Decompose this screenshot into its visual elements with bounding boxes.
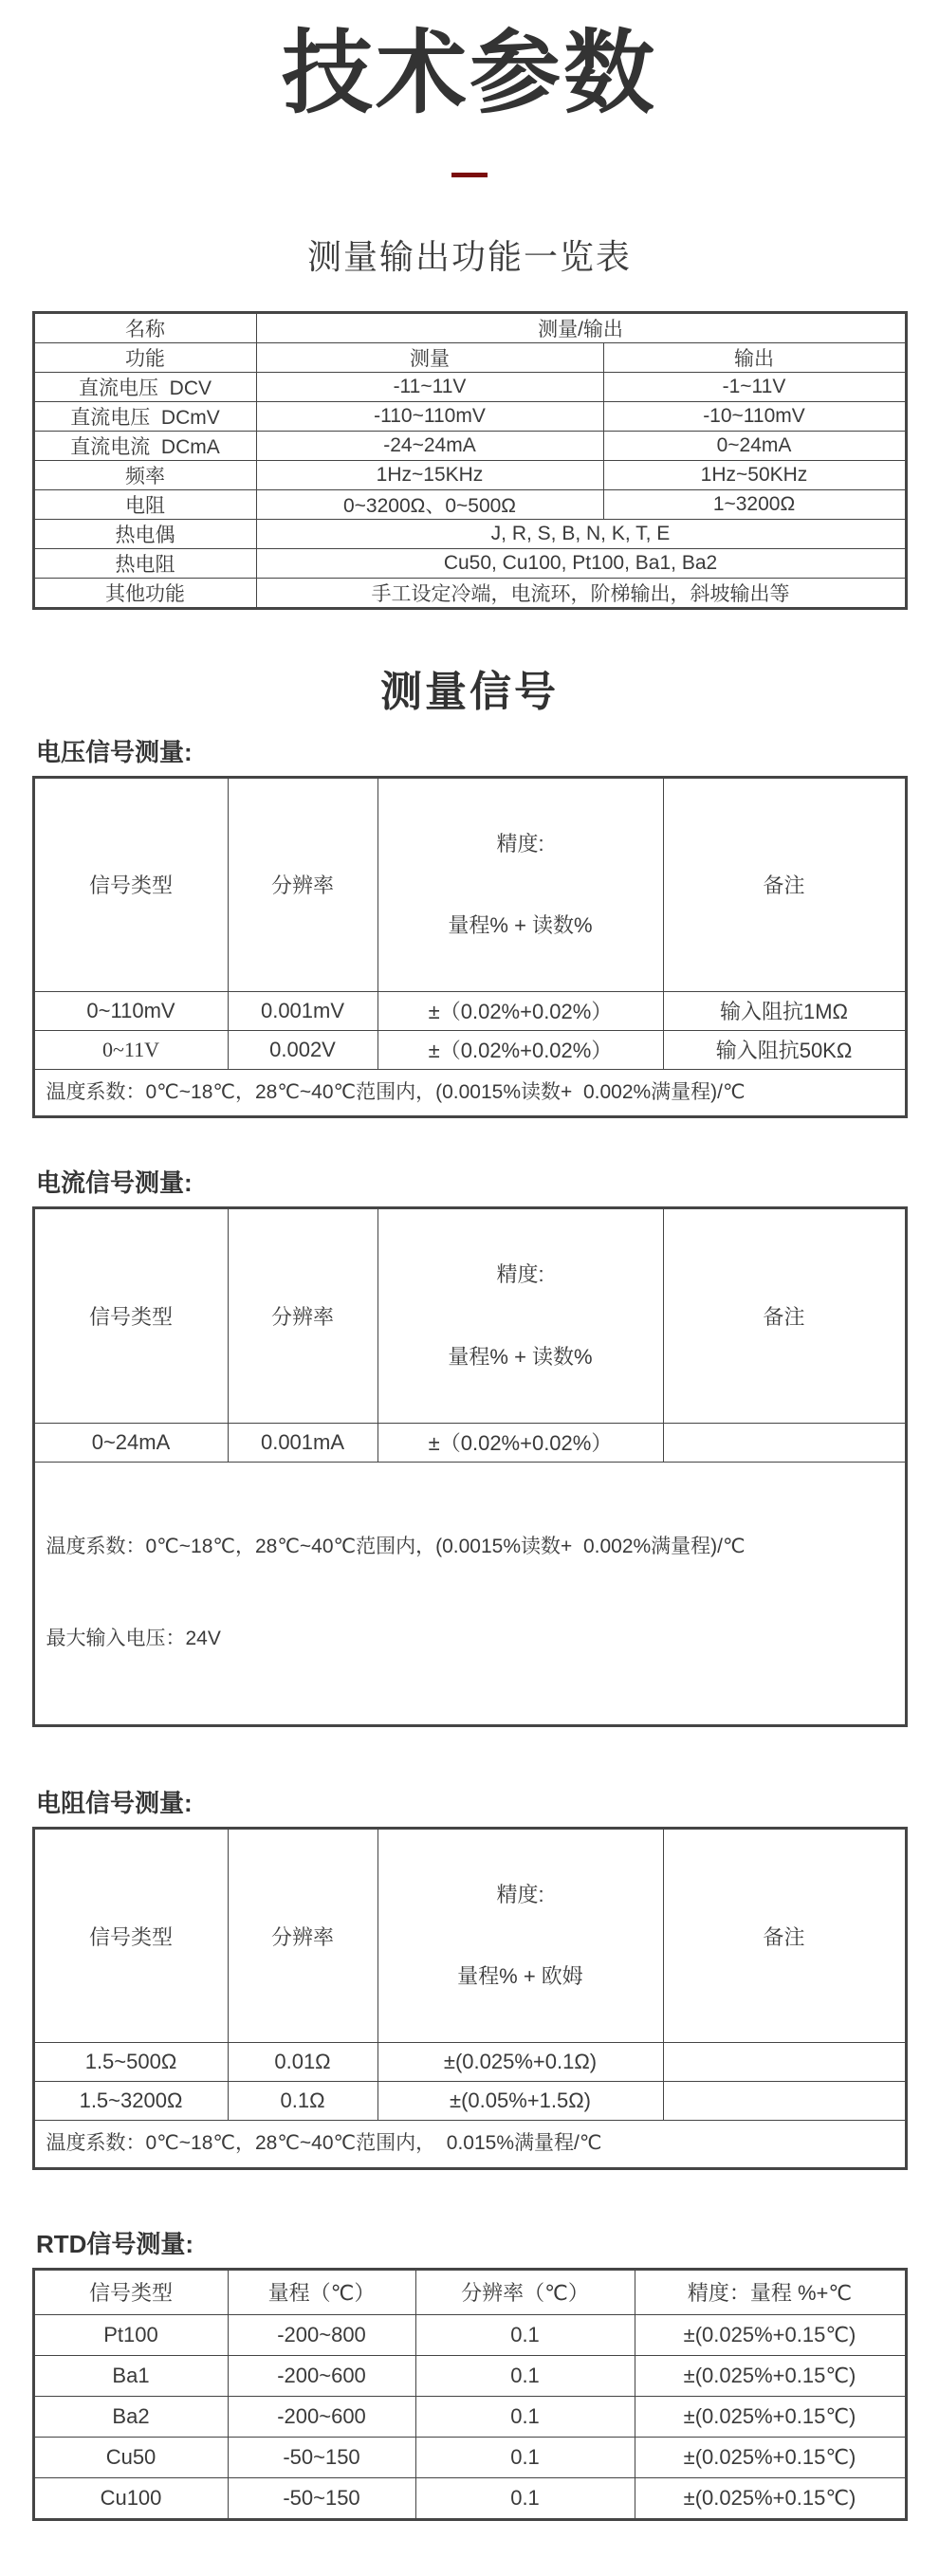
column-header: 信号类型 [33, 1828, 228, 2042]
rtd-section-label: RTD信号测量: [36, 2229, 194, 2258]
accuracy-cell: ±（0.02%+0.02%） [377, 1423, 663, 1462]
remark-cell [663, 1423, 906, 1462]
page-title: 技术参数 [282, 23, 657, 124]
note-line: 温度系数：0℃~18℃，28℃~40℃范围内，(0.0015%读数+ 0.002%满量程)/℃ [46, 1535, 746, 1557]
row-label-cell: 功能 [33, 342, 256, 372]
range-cell: -200~600 [228, 2396, 415, 2437]
range-cell: -50~150 [228, 2437, 415, 2477]
column-header: 量程（℃） [228, 2269, 415, 2314]
table-row [33, 2043, 906, 2082]
column-header: 信号类型 [33, 2269, 228, 2314]
table-row [33, 548, 906, 578]
row-label-cell: 其他功能 [33, 578, 256, 608]
row-label-cell: 名称 [33, 312, 256, 342]
row-label-cell: 电阻 [33, 489, 256, 519]
column-header [377, 1208, 663, 1423]
remark-cell: 输入阻抗1MΩ [663, 991, 906, 1030]
table-header-row [33, 777, 906, 991]
title-underline [451, 173, 488, 177]
resolution-cell: 0.01Ω [228, 2043, 377, 2082]
signal-type-cell: 0~110mV [33, 991, 228, 1030]
measure-cell: 测量 [256, 342, 603, 372]
remark-cell: 输入阻抗50KΩ [663, 1030, 906, 1069]
signal-type-cell: 1.5~500Ω [33, 2043, 228, 2082]
column-header [377, 777, 663, 991]
remark-cell [663, 2082, 906, 2121]
row-label-cell: 直流电压 DCmV [33, 401, 256, 431]
table-row [33, 519, 906, 548]
span-cell: 测量/输出 [256, 312, 906, 342]
resolution-cell: 0.1 [415, 2437, 635, 2477]
table-header-row [33, 1828, 906, 2042]
row-label-cell: 热电偶 [33, 519, 256, 548]
accuracy-cell: ±(0.025%+0.15℃) [635, 2477, 906, 2519]
table-row [33, 1462, 906, 1725]
row-label-cell: 直流电流 DCmA [33, 431, 256, 460]
column-header: 备注 [663, 777, 906, 991]
row-label-cell: 直流电压 DCV [33, 372, 256, 401]
table-header-row [33, 2269, 906, 2314]
signal-type-cell: 0~24mA [33, 1423, 228, 1462]
note-line: 最大输入电压：24V [46, 1628, 221, 1650]
column-header: 分辨率 [228, 777, 377, 991]
output-cell: 0~24mA [603, 431, 906, 460]
signal-type-cell: Ba1 [33, 2355, 228, 2396]
row-label-cell: 频率 [33, 460, 256, 489]
accuracy-header-line1: 精度: [496, 1262, 544, 1287]
signal-type-cell: 0~11V [33, 1030, 228, 1069]
table-note: 温度系数：0℃~18℃，28℃~40℃范围内，(0.0015%读数+ 0.002%满量程)/℃ [33, 1069, 906, 1117]
table-row [33, 2314, 906, 2355]
voltage-table [32, 776, 908, 1119]
accuracy-header-line1: 精度: [496, 831, 544, 856]
resolution-cell: 0.1 [415, 2314, 635, 2355]
measure-cell: 0~3200Ω、0~500Ω [256, 489, 603, 519]
table-row [33, 2477, 906, 2519]
column-header: 精度：量程 %+℃ [635, 2269, 906, 2314]
remark-cell [663, 2043, 906, 2082]
column-header: 分辨率 [228, 1208, 377, 1423]
table-row [33, 1069, 906, 1117]
table-row [33, 342, 906, 372]
table-note: 温度系数：0℃~18℃，28℃~40℃范围内， 0.015%满量程/℃ [33, 2121, 906, 2169]
column-header: 信号类型 [33, 777, 228, 991]
signal-type-cell: Cu50 [33, 2437, 228, 2477]
resolution-cell: 0.001mA [228, 1423, 377, 1462]
table-header-row [33, 1208, 906, 1423]
column-header: 分辨率 [228, 1828, 377, 2042]
output-cell: 1Hz~50KHz [603, 460, 906, 489]
signal-type-cell: 1.5~3200Ω [33, 2082, 228, 2121]
measurement-signal-title: 测量信号 [380, 668, 559, 715]
table-row [33, 2396, 906, 2437]
column-header: 分辨率（℃） [415, 2269, 635, 2314]
accuracy-cell: ±（0.02%+0.02%） [377, 1030, 663, 1069]
measure-cell: -110~110mV [256, 401, 603, 431]
bottom-spacer [0, 2521, 939, 2576]
measure-cell: -24~24mA [256, 431, 603, 460]
table-row [33, 578, 906, 608]
row-label-cell: 热电阻 [33, 548, 256, 578]
measure-cell: 1Hz~15KHz [256, 460, 603, 489]
resolution-cell: 0.1 [415, 2396, 635, 2437]
table-row [33, 401, 906, 431]
table-row [33, 2355, 906, 2396]
column-header [377, 1828, 663, 2042]
table-row [33, 460, 906, 489]
range-cell: -50~150 [228, 2477, 415, 2519]
measure-cell: -11~11V [256, 372, 603, 401]
span-cell: Cu50, Cu100, Pt100, Ba1, Ba2 [256, 548, 906, 578]
table-row [33, 2121, 906, 2169]
overview-section-title: 测量输出功能一览表 [306, 236, 632, 276]
current-section-label: 电流信号测量: [36, 1168, 193, 1198]
signal-type-cell: Ba2 [33, 2396, 228, 2437]
signal-type-cell: Pt100 [33, 2314, 228, 2355]
accuracy-cell: ±(0.025%+0.15℃) [635, 2437, 906, 2477]
column-header: 备注 [663, 1208, 906, 1423]
output-cell: 输出 [603, 342, 906, 372]
range-cell: -200~800 [228, 2314, 415, 2355]
voltage-section-label: 电压信号测量: [36, 737, 193, 766]
rtd-table [32, 2268, 908, 2521]
current-table [32, 1206, 908, 1727]
accuracy-header-line2: 量程% + 读数% [448, 1344, 593, 1369]
accuracy-cell: ±(0.025%+0.1Ω) [377, 2043, 663, 2082]
table-note [33, 1462, 906, 1725]
accuracy-header-line2: 量程% + 欧姆 [457, 1964, 583, 1989]
accuracy-cell: ±(0.05%+1.5Ω) [377, 2082, 663, 2121]
table-row [33, 312, 906, 342]
table-row [33, 2082, 906, 2121]
span-cell: 手工设定冷端，电流环，阶梯输出，斜坡输出等 [256, 578, 906, 608]
table-row [33, 489, 906, 519]
table-row [33, 991, 906, 1030]
output-cell: -10~110mV [603, 401, 906, 431]
table-row [33, 2437, 906, 2477]
column-header: 备注 [663, 1828, 906, 2042]
table-row [33, 431, 906, 460]
accuracy-header-line1: 精度: [496, 1882, 544, 1906]
table-row [33, 1423, 906, 1462]
resistance-table [32, 1827, 908, 2170]
resistance-section-label: 电阻信号测量: [36, 1788, 193, 1817]
resolution-cell: 0.1 [415, 2355, 635, 2396]
range-cell: -200~600 [228, 2355, 415, 2396]
signal-type-cell: Cu100 [33, 2477, 228, 2519]
table-row [33, 372, 906, 401]
table-row [33, 1030, 906, 1069]
accuracy-cell: ±(0.025%+0.15℃) [635, 2396, 906, 2437]
accuracy-cell: ±(0.025%+0.15℃) [635, 2314, 906, 2355]
output-cell: -1~11V [603, 372, 906, 401]
overview-table [32, 311, 908, 610]
resolution-cell: 0.1 [415, 2477, 635, 2519]
accuracy-cell: ±(0.025%+0.15℃) [635, 2355, 906, 2396]
accuracy-cell: ±（0.02%+0.02%） [377, 991, 663, 1030]
span-cell: J, R, S, B, N, K, T, E [256, 519, 906, 548]
resolution-cell: 0.1Ω [228, 2082, 377, 2121]
output-cell: 1~3200Ω [603, 489, 906, 519]
accuracy-header-line2: 量程% + 读数% [448, 912, 593, 937]
resolution-cell: 0.001mV [228, 991, 377, 1030]
column-header: 信号类型 [33, 1208, 228, 1423]
resolution-cell: 0.002V [228, 1030, 377, 1069]
